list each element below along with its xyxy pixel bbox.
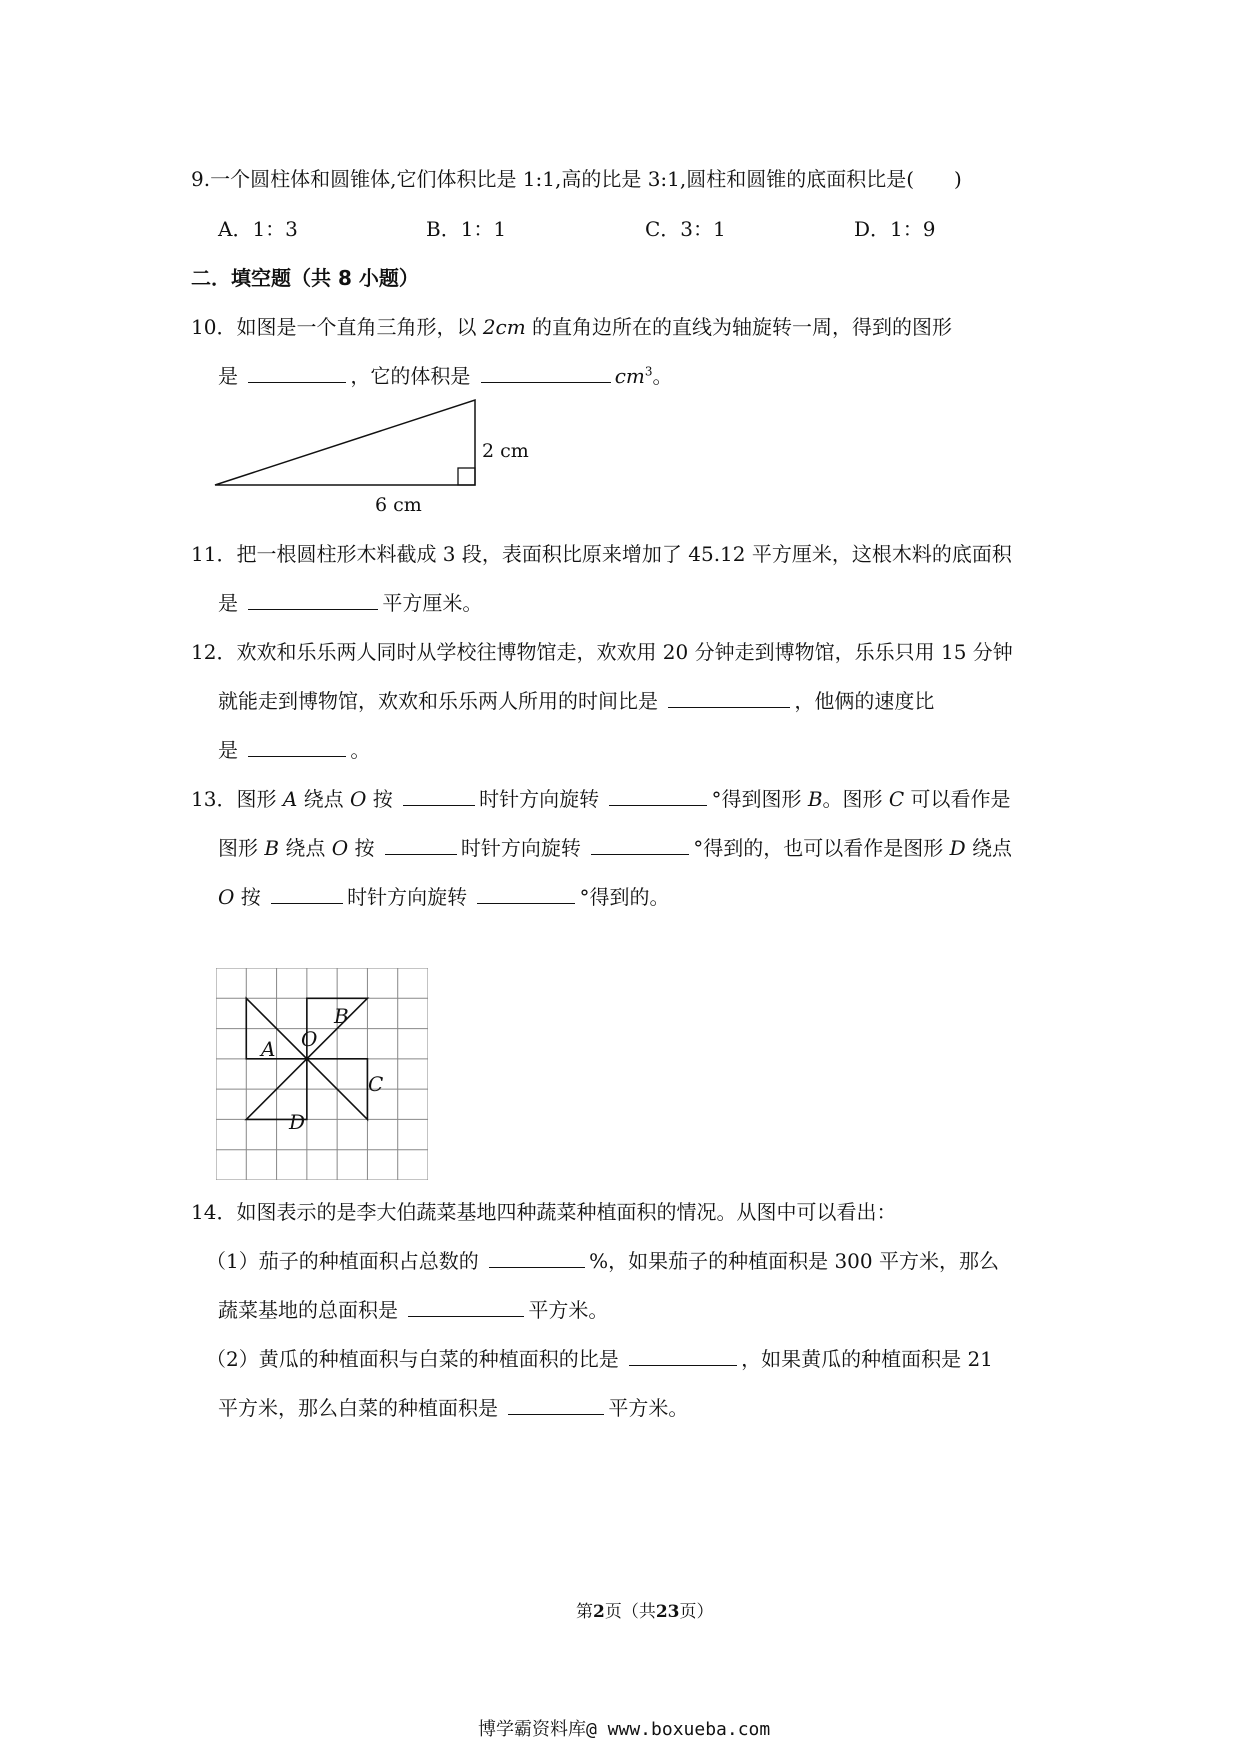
q11-text-b: 平方厘米。 [382, 591, 483, 615]
q13-t10: 按 [348, 836, 381, 860]
question-10-line2 [218, 360, 673, 389]
q12-text-b: ，他俩的速度比 [794, 689, 935, 713]
q13-t2: 绕点 [297, 787, 350, 811]
q12-text-a: 就能走到博物馆，欢欢和乐乐两人所用的时间比是 [218, 689, 665, 713]
q9-option-d[interactable]: D．1：9 [854, 217, 936, 241]
q13-blank-deg-2[interactable] [591, 832, 689, 855]
page-text-b: 页（共 [604, 1602, 656, 1622]
q13-t11: 时针方向旋转 [460, 836, 588, 860]
q13-var-a: A [282, 787, 298, 811]
grid-label-c: C [368, 1072, 384, 1096]
q13-t12: °得到的，也可以看作是图形 [693, 836, 950, 860]
q13-t15: 时针方向旋转 [347, 885, 474, 909]
q14-t4: 平方米。 [528, 1298, 609, 1322]
q14-t6: ，如果黄瓜的种植面积是 21 [741, 1347, 993, 1371]
q13-blank-dir-3[interactable] [271, 881, 343, 904]
q13-t9: 绕点 [279, 836, 332, 860]
question-12-line1: 12．欢欢和乐乐两人同时从学校往博物馆走，欢欢用 20 分钟走到博物馆，乐乐只用 15 分钟 [191, 640, 1013, 664]
grid-label-d: D [289, 1110, 306, 1134]
q10-text-end: 。 [652, 364, 673, 388]
q13-t5: °得到图形 [711, 787, 808, 811]
q13-blank-dir-2[interactable] [385, 832, 457, 855]
page-text-a: 第 [576, 1602, 593, 1622]
question-9-text: 9.一个圆柱体和圆锥体,它们体积比是 1:1,高的比是 3:1,圆柱和圆锥的底面积比是( ) [191, 167, 962, 191]
q13-blank-dir-1[interactable] [403, 783, 475, 806]
q10-unit: cm [614, 364, 645, 388]
q13-var-b: B [807, 787, 823, 811]
q13-var-d: D [949, 836, 966, 860]
question-12-line2 [218, 685, 934, 714]
grid-label-a: A [261, 1037, 276, 1061]
q13-t7: 可以看作是 [904, 787, 1011, 811]
q13-t3: 按 [366, 787, 400, 811]
q9-option-a[interactable]: A．1：3 [218, 217, 298, 241]
q10-blank-volume[interactable] [481, 360, 611, 383]
question-14-part2-line1 [206, 1343, 993, 1372]
triangle-height-label: 2 cm [482, 440, 529, 462]
q10-unit-sup: 3 [644, 364, 653, 379]
q13-t14: 按 [234, 885, 268, 909]
grid-label-o: O [301, 1027, 318, 1051]
q14-t1: （1）茄子的种植面积占总数的 [206, 1249, 486, 1273]
question-11-line2 [218, 587, 482, 616]
question-13-line2 [218, 832, 1012, 861]
q13-t16: °得到的。 [579, 885, 670, 909]
q12-text-c: 是 [218, 738, 245, 762]
triangle-shape [215, 400, 475, 485]
q13-blank-deg-3[interactable] [477, 881, 575, 904]
q14-t8: 平方米。 [608, 1396, 689, 1420]
page-total: 23 [655, 1602, 680, 1622]
q11-blank-area[interactable] [248, 587, 378, 610]
question-13-line1 [191, 783, 1011, 812]
q14-t5: （2）黄瓜的种植面积与白菜的种植面积的比是 [206, 1347, 626, 1371]
watermark-footer: 博学霸资料库@ www.boxueba.com [478, 1719, 771, 1740]
question-12-line3 [218, 734, 370, 763]
q9-option-c[interactable]: C．3：1 [645, 217, 726, 241]
q13-t4: 时针方向旋转 [479, 787, 606, 811]
q13-blank-deg-1[interactable] [609, 783, 707, 806]
q12-blank-time-ratio[interactable] [668, 685, 790, 708]
q13-t6: 。图形 [822, 787, 889, 811]
question-14-part1-line2 [218, 1294, 608, 1323]
q13-t1: 13．图形 [191, 787, 283, 811]
q13-var-b2: B [264, 836, 280, 860]
question-13-line3 [218, 881, 669, 910]
q10-var-2cm: 2cm [482, 315, 526, 339]
q13-var-o2: O [331, 836, 349, 860]
q14-t7: 平方米，那么白菜的种植面积是 [218, 1396, 505, 1420]
q10-text-a: 10．如图是一个直角三角形，以 [191, 315, 483, 339]
page-text-c: 页） [679, 1602, 714, 1622]
question-14-part1-line1 [206, 1245, 999, 1274]
q13-t13: 绕点 [965, 836, 1013, 860]
question-14-line1: 14．如图表示的是李大伯蔬菜基地四种蔬菜种植面积的情况。从图中可以看出： [191, 1200, 897, 1224]
page-number [576, 1597, 714, 1622]
right-angle-mark [458, 468, 475, 485]
question-10-line1 [191, 311, 952, 340]
q14-t2: %，如果茄子的种植面积是 300 平方米，那么 [589, 1249, 999, 1273]
question-11-line1: 11．把一根圆柱形木料截成 3 段，表面积比原来增加了 45.12 平方厘米，这根木料的底面积 [191, 542, 1012, 566]
q14-t3: 蔬菜基地的总面积是 [218, 1298, 405, 1322]
q13-t8: 图形 [218, 836, 265, 860]
q13-var-c: C [888, 787, 905, 811]
q13-var-o3: O [218, 885, 235, 909]
q12-text-d: 。 [350, 738, 371, 762]
q12-blank-speed-ratio[interactable] [248, 734, 346, 757]
q13-var-o: O [349, 787, 367, 811]
q14-blank-percent[interactable] [489, 1245, 585, 1268]
page-current: 2 [593, 1602, 605, 1622]
q14-blank-ratio[interactable] [629, 1343, 737, 1366]
section-heading: 二．填空题（共 8 小题） [191, 266, 419, 290]
q9-option-b[interactable]: B．1：1 [426, 217, 507, 241]
q10-text-b: 的直角边所在的直线为轴旋转一周，得到的图形 [525, 315, 953, 339]
grid-label-b: B [334, 1004, 349, 1028]
q14-blank-total-area[interactable] [408, 1294, 524, 1317]
q10-text-d: ，它的体积是 [350, 364, 477, 388]
q11-text-a: 是 [218, 591, 245, 615]
q14-blank-cabbage-area[interactable] [508, 1392, 604, 1415]
rotation-grid-figure [216, 968, 428, 1180]
triangle-base-label: 6 cm [375, 494, 422, 516]
q10-text-c: 是 [218, 364, 245, 388]
question-14-part2-line2 [218, 1392, 688, 1421]
q10-blank-shape[interactable] [248, 360, 346, 383]
